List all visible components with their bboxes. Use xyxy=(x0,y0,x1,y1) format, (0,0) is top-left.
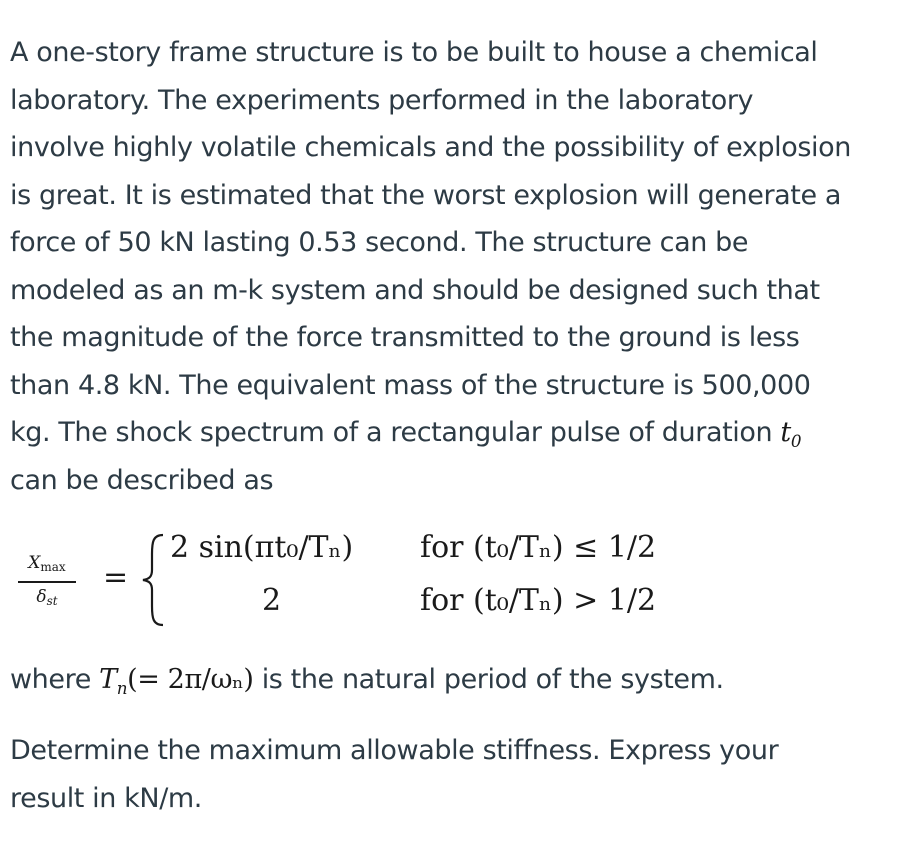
equals-sign: = xyxy=(103,560,129,595)
problem-line-with-symbol xyxy=(10,409,900,457)
numerator-subscript: max xyxy=(40,560,66,574)
fraction-numerator: $X_{max}$ xyxy=(28,553,66,574)
where-statement xyxy=(10,656,900,704)
ratio-fraction xyxy=(14,552,80,612)
fraction-bar xyxy=(18,581,76,583)
problem-line: force of 50 kN lasting 0.53 second. The structure can be xyxy=(10,227,749,258)
denominator-subscript: st xyxy=(46,594,58,608)
case-2-condition: for (t₀/Tₙ) > 1/2 xyxy=(420,583,657,618)
shock-spectrum-equation xyxy=(10,528,770,632)
natural-period-subscript: n xyxy=(116,677,128,698)
problem-line: modeled as an m-k system and should be designed such that xyxy=(10,274,820,306)
question-line: result in kN/m. xyxy=(10,782,202,814)
case-2-value: 2 xyxy=(262,583,282,618)
duration-symbol: $t_0$ xyxy=(780,417,802,451)
problem-line: involve highly volatile chemicals and the possibility of explosion xyxy=(10,132,851,163)
problem-line: than 4.8 kN. The equivalent mass of the structure is 500,000 xyxy=(10,369,811,401)
problem-line: the magnitude of the force transmitted to the ground is less xyxy=(10,322,800,353)
case-1-condition: for (t₀/Tₙ) ≤ 1/2 xyxy=(420,530,657,565)
natural-period-definition: (= 2π/ωₙ) xyxy=(127,664,254,695)
left-brace xyxy=(139,532,167,628)
problem-statement xyxy=(10,29,900,504)
problem-line: can be described as xyxy=(10,464,274,496)
duration-subscript: 0 xyxy=(790,430,802,451)
problem-line: laboratory. The experiments performed in the laboratory xyxy=(10,84,754,116)
where-prefix: where xyxy=(10,664,91,695)
where-suffix: is the natural period of the system. xyxy=(261,664,724,695)
question-statement xyxy=(10,727,900,822)
case-1-value: 2 sin(πt₀/Tₙ) xyxy=(170,530,354,565)
fraction-denominator: $\delta_{st}$ xyxy=(36,587,58,608)
natural-period-symbol: $T_n$ xyxy=(99,664,128,698)
problem-line: is great. It is estimated that the worst explosion will generate a xyxy=(10,179,842,211)
question-line: Determine the maximum allowable stiffness. Express your xyxy=(10,735,779,766)
problem-line: kg. The shock spectrum of a rectangular pulse of duration xyxy=(10,417,773,448)
where-line xyxy=(10,656,900,704)
problem-line: A one-story frame structure is to be built to house a chemical xyxy=(10,37,818,68)
